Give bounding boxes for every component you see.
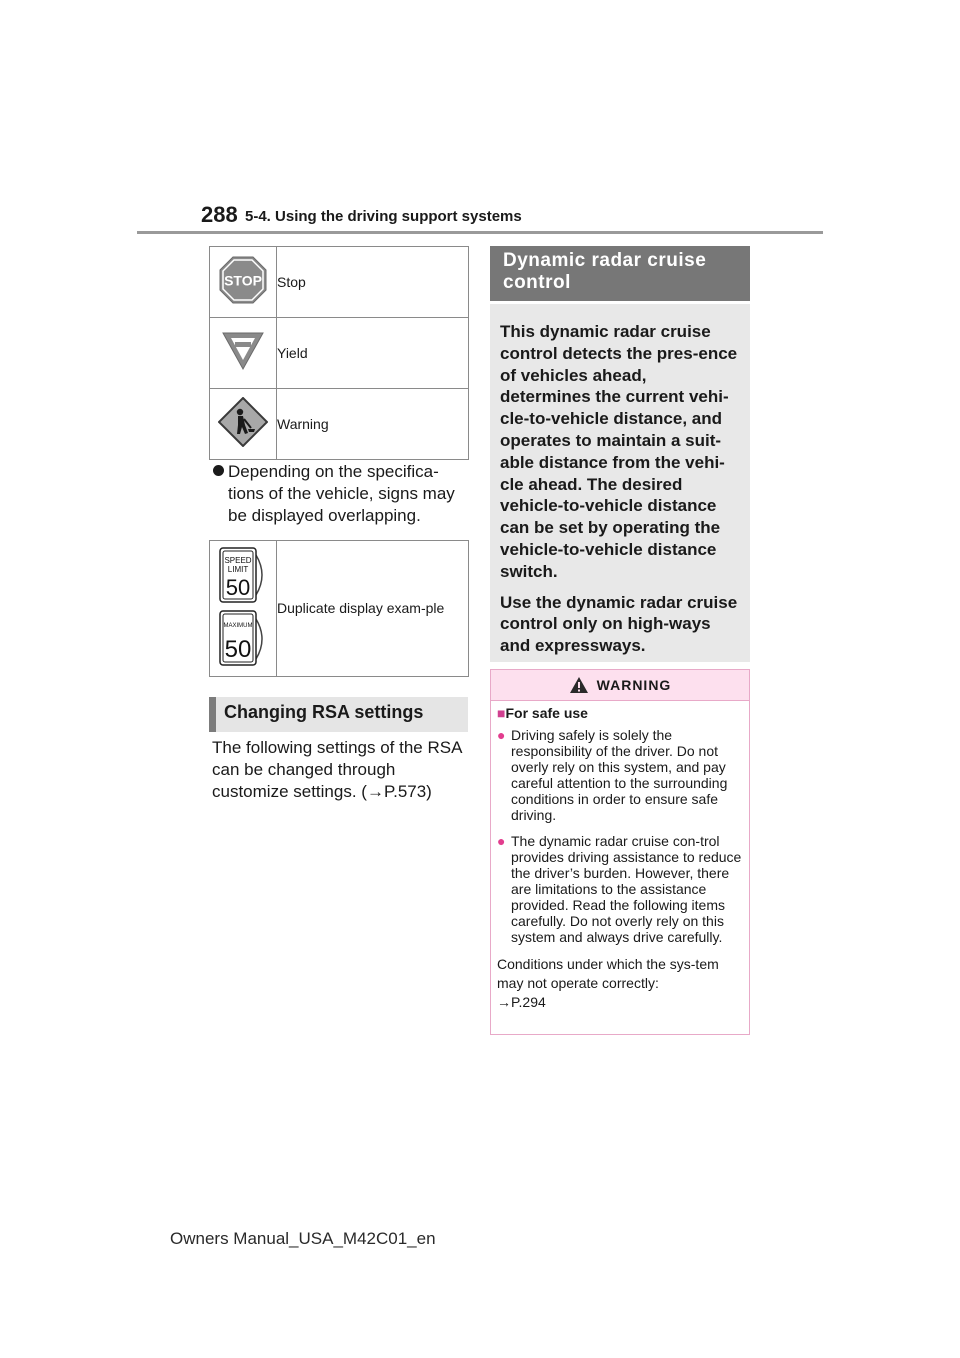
sign-bottom-number: 50: [224, 636, 252, 663]
stop-sign-icon: [219, 256, 267, 304]
summary-paragraph: Use the dynamic radar cruise control only on high-ways and expressways.: [500, 592, 738, 656]
conditions-text: Conditions under which the sys-tem may not operate correctly:: [497, 956, 719, 991]
rsa-heading: Changing RSA settings: [209, 697, 468, 732]
square-bullet-icon: ■: [497, 705, 506, 721]
table-row: [210, 247, 469, 318]
manual-id: Owners Manual_USA_M42C01_en: [170, 1229, 436, 1248]
stop-sign-cell: [210, 247, 277, 318]
table-row: [210, 541, 469, 677]
speed-limit-sign-icon: [216, 545, 270, 667]
sign-label: Yield: [277, 318, 469, 389]
duplicate-display-table: [209, 540, 469, 677]
table-row: [210, 389, 469, 460]
sign-label: Warning: [277, 389, 469, 460]
sign-top-number: 50: [225, 575, 251, 600]
sign-top-line2: LIMIT: [227, 565, 249, 574]
sign-top-line1: SPEED: [224, 556, 252, 565]
bullet-dot: [213, 465, 224, 476]
header-divider: [137, 231, 823, 234]
duplicate-label: Duplicate display exam-ple: [277, 541, 469, 677]
warning-title: WARNING: [596, 677, 672, 693]
section-title: 5-4. Using the driving support systems: [245, 208, 522, 225]
warning-item-text: Driving safely is solely the responsibility of the driver. Do not overly rely on this system, and pay careful attention to the surrounding conditions in order to ensure safe driving.: [511, 727, 728, 823]
drcc-summary: [490, 304, 750, 662]
overlap-note: Depending on the specifica-tions of the vehicle, signs may be displayed overlapping.: [228, 462, 455, 525]
yield-sign-icon: [221, 331, 265, 371]
sign-bottom-label: MAXIMUM: [223, 623, 253, 629]
yield-sign-cell: [210, 318, 277, 389]
warning-sign-cell: [210, 389, 277, 460]
warning-box: [490, 669, 750, 1035]
sign-types-table: [209, 246, 469, 460]
rsa-body: The following settings of the RSA can be changed through customize settings. (→P.573): [212, 738, 462, 801]
table-row: [210, 318, 469, 389]
speed-sign-cell: [210, 541, 277, 677]
sign-label: Stop: [277, 247, 469, 318]
warning-triangle-icon: [569, 676, 589, 694]
warning-subhead: ■For safe use: [497, 705, 588, 721]
circle-bullet-icon: ●: [497, 833, 506, 849]
warning-body: [491, 701, 749, 1012]
warning-sign-icon: [218, 397, 268, 447]
warning-item-text: The dynamic radar cruise con-trol provides driving assistance to reduce the driver’s burden. However, there are limitations to the assistance provided. Read the following items carefully. Do not overly rely on this system and always drive carefully.: [511, 833, 742, 945]
list-item: [497, 833, 743, 945]
conditions-ref-link[interactable]: →P.294: [497, 994, 546, 1010]
svg-text:STOP: STOP: [224, 272, 262, 288]
page-number: 288: [201, 202, 238, 227]
summary-paragraph: This dynamic radar cruise control detects the pres-ence of vehicles ahead, determines the current vehi-cle-to-vehicle distance, and operates to maintain a suit-able distance from the vehi-cle ahead. The desired vehicle-to-vehicle distance can be set by operating the vehicle-to-vehicle distance switch.: [500, 322, 738, 581]
warning-header: [491, 670, 749, 701]
drcc-banner: Dynamic radar cruise control: [490, 246, 750, 301]
list-item: [497, 727, 743, 823]
circle-bullet-icon: ●: [497, 727, 506, 743]
